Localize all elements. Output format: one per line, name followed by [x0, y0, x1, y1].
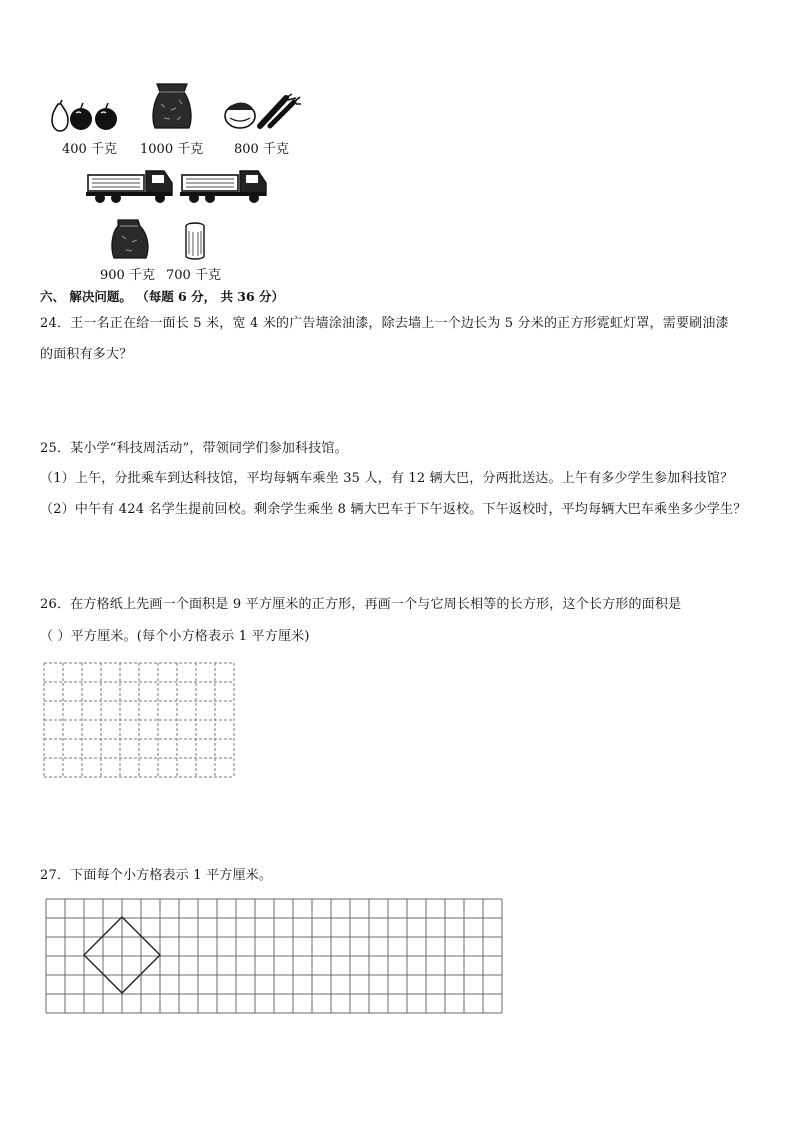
section-heading: 六、 解决问题。 （每题 6 分， 共 36 分） — [40, 289, 285, 304]
question-25-intro: 25．某小学“科技周活动”，带领同学们参加科技馆。 — [40, 441, 348, 456]
question-24-line-1: 24．王一名正在给一面长 5 米，宽 4 米的广告墙涂油漆，除去墙上一个边长为 5 分米的正方形霓虹灯罩，需要刷油漆 — [40, 316, 729, 331]
vegetables-weight-label: 800 千克 — [234, 142, 289, 157]
question-25-part-2: （2）中午有 424 名学生提前回校。剩余学生乘坐 8 辆大巴车于下午返校。下午返校时，平均每辆大巴车乘坐多少学生？ — [40, 502, 747, 517]
truck-icon — [86, 165, 174, 205]
fruit-icon — [48, 100, 120, 134]
question-26-line-1: 26．在方格纸上先画一个面积是 9 平方厘米的正方形，再画一个与它周长相等的长方形，这个长方形的面积是 — [40, 597, 682, 612]
bag-weight-label: 900 千克 — [100, 268, 155, 283]
dashed-grid-q26 — [44, 663, 234, 779]
fruit-weight-label: 400 千克 — [62, 142, 117, 157]
question-25-part-1: （1）上午，分批乘车到达科技馆，平均每辆车乘坐 35 人，有 12 辆大巴，分两批送达。上午有多少学生参加科技馆？ — [40, 471, 734, 486]
barrel-icon — [184, 222, 206, 260]
question-26-line-2: （ ）平方厘米。(每个小方格表示 1 平方厘米) — [40, 629, 310, 644]
square-grid-q27 — [46, 899, 502, 1019]
vegetables-icon — [220, 92, 302, 132]
bag-icon — [108, 218, 152, 260]
question-24-line-2: 的面积有多大？ — [40, 347, 133, 362]
question-27-line-1: 27．下面每个小方格表示 1 平方厘米。 — [40, 868, 273, 883]
sack-icon — [149, 82, 195, 132]
sack-weight-label: 1000 千克 — [140, 142, 204, 157]
truck-icon — [180, 165, 268, 205]
barrel-weight-label: 700 千克 — [166, 268, 221, 283]
